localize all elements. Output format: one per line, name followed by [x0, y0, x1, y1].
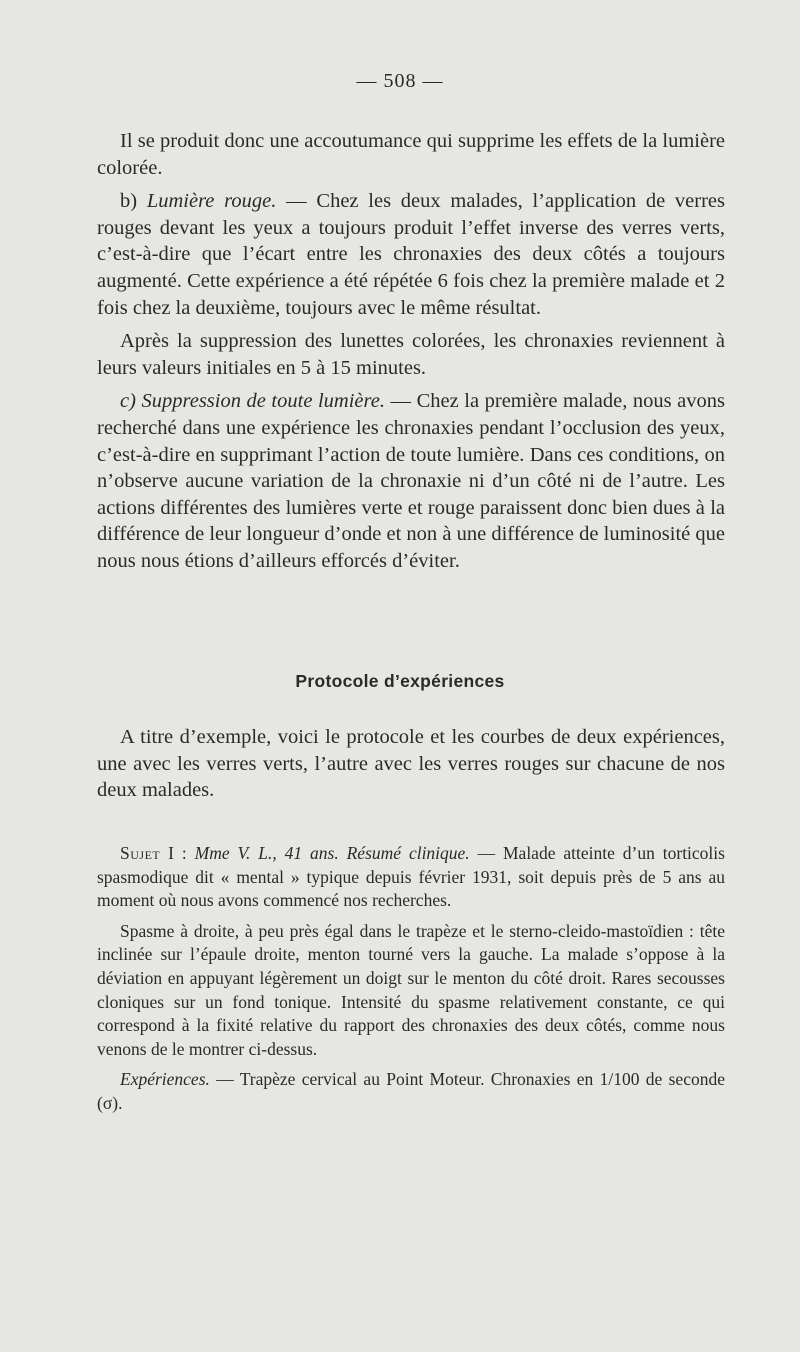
item-text: — Chez les deux malades, l’application de verres rouges devant les yeux a toujours produit l’effet inverse des verres verts, c’est-à-dire que l’écart entre les chronaxies des deux côtés a toujours augmenté. Cette expérience a été répétée 6 fois chez la première malade et 2 fois chez la deuxième, toujours avec le même résultat.: [97, 190, 726, 319]
paragraph-accoutumance: Il se produit donc une accoutumance qui supprime les effets de la lumière colorée.: [97, 130, 725, 179]
subject-label: Sujet: [120, 843, 161, 863]
item-label: c): [120, 390, 136, 413]
section-heading: Protocole d’expériences: [295, 671, 505, 691]
item-title: Suppression de toute lumière.: [141, 390, 385, 413]
paragraph-suppression-lumiere: [97, 388, 725, 574]
experiences-paragraph: [97, 1068, 725, 1115]
subject-name: Mme V. L., 41 ans. Résumé clinique.: [194, 843, 470, 863]
subject-number: I :: [160, 843, 195, 863]
item-text: — Chez la première malade, nous avons recherché dans une expérience les chronaxies pendant l’occlusion des yeux, c’est-à-dire en supprimant l’action de toute lumière. Dans ces conditions, on n’observe aucune variation de la chronaxie ni d’un côté ni de l’autre. Les actions différentes des lumières verte et rouge paraissent donc bien dues à la différence de leur longueur d’onde et non à une différence de luminosité que nous nous étions d’ailleurs efforcés d’éviter.: [97, 390, 726, 572]
protocol-intro: A titre d’exemple, voici le protocole et les courbes de deux expériences, une avec les verres verts, l’autre avec les verres rouges sur chacune de nos deux malades.: [97, 726, 725, 802]
subject-paragraph: [97, 842, 725, 913]
paragraph-lumiere-rouge: [97, 188, 725, 321]
protocol-intro-block: [97, 724, 725, 804]
spasm-paragraph: Spasme à droite, à peu près égal dans le trapèze et le sterno-cleido-mastoïdien : tête inclinée sur l’épaule droite, menton tourné vers la gauche. La malade s’oppose à la déviation en appuyant légèrement un doigt sur le menton du côté droit. Rares secousses cloniques sur un fond tonique. Intensité du spasme relativement constante, ce qui correspond à la fixité relative du rapport des chronaxies des deux côtés, comme nous venons de le montrer ci-dessus.: [97, 920, 725, 1059]
main-text: [97, 128, 725, 575]
item-label: b): [120, 190, 138, 213]
experiences-text: — Trapèze cervical au Point Moteur. Chronaxies en 1/100 de seconde (σ).: [97, 1069, 725, 1113]
page-number: — 508 —: [356, 70, 444, 92]
subject-text: — Malade atteinte d’un torticolis spasmodique dit « mental » typique depuis février 1931, soit depuis près de 5 ans au moment où nous avons commencé nos recherches.: [97, 843, 725, 911]
item-title: Lumière rouge.: [146, 190, 277, 213]
experiences-label: Expériences.: [120, 1069, 210, 1090]
paragraph-suppression-lunettes: Après la suppression des lunettes colorées, les chronaxies reviennent à leurs valeurs initiales en 5 à 15 minutes.: [97, 330, 725, 379]
clinical-notes: [97, 842, 725, 1116]
